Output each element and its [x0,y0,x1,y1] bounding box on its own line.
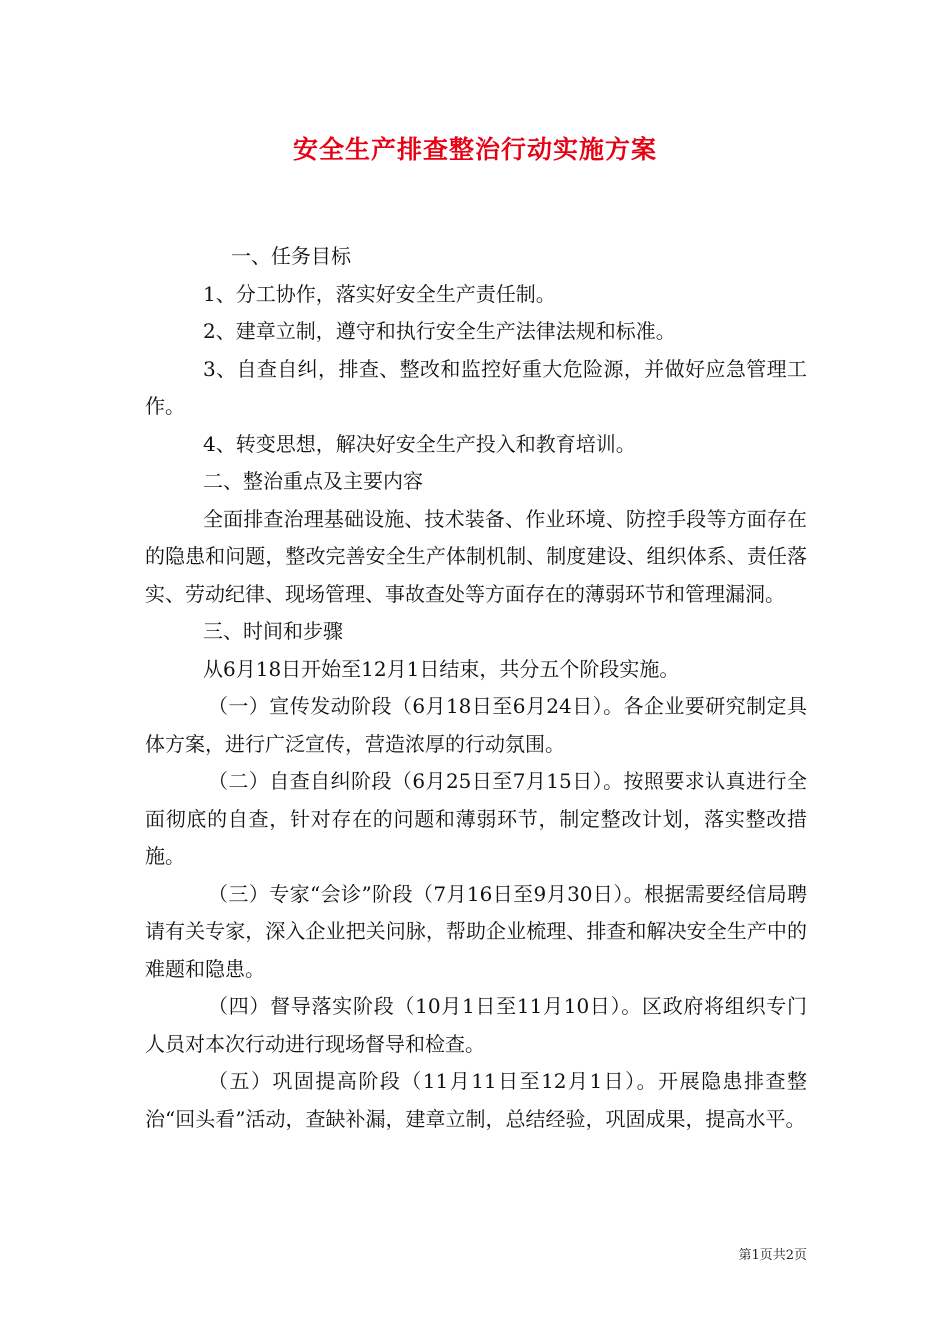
phase-4-paragraph: （四）督导落实阶段（10月1日至11月10日）。区政府将组织专门人员对本次行动进行现场督导和检查。 [145,994,807,1056]
goal-item-4: 4、转变思想，解决好安全生产投入和教育培训。 [203,431,636,456]
phase-3-paragraph: （三）专家“会诊”阶段（7月16日至9月30日）。根据需要经信局聘请有关专家，深入企业把关问脉，帮助企业梳理、排查和解决安全生产中的难题和隐患。 [145,881,807,981]
goal-item-1: 1、分工协作，落实好安全生产责任制。 [203,281,556,306]
section-heading-task-goals: 一、任务目标 [231,244,351,268]
section-heading-schedule: 三、时间和步骤 [203,619,343,643]
section-heading-focus: 二、整治重点及主要内容 [203,469,423,493]
goal-item-2: 2、建章立制，遵守和执行安全生产法律法规和标准。 [203,319,676,343]
page-number-footer: 第1页共2页 [738,1248,807,1263]
phase-2-paragraph: （二）自查自纠阶段（6月25日至7月15日）。按照要求认真进行全面彻底的自查，针对存在的问题和薄弱环节，制定整改计划，落实整改措施。 [145,769,807,868]
focus-content-paragraph: 全面排查治理基础设施、技术装备、作业环境、防控手段等方面存在的隐患和问题，整改完善安全生产体制机制、制度建设、组织体系、责任落实、劳动纪律、现场管理、事故查处等方面存在的薄弱环节和管理漏洞。 [145,506,807,606]
page-title: 安全生产排查整治行动实施方案 [292,135,657,164]
document-body [145,238,807,1138]
goal-item-3: 3、自查自纠，排查、整改和监控好重大危险源，并做好应急管理工作。 [145,356,807,418]
phase-1-paragraph: （一）宣传发动阶段（6月18日至6月24日）。各企业要研究制定具体方案，进行广泛宣传，营造浓厚的行动氛围。 [145,694,807,756]
phase-5-paragraph: （五）巩固提高阶段（11月11日至12月1日）。开展隐患排查整治“回头看”活动，查缺补漏，建章立制，总结经验，巩固成果，提高水平。 [145,1069,807,1131]
schedule-summary: 从6月18日开始至12月1日结束，共分五个阶段实施。 [203,656,680,681]
